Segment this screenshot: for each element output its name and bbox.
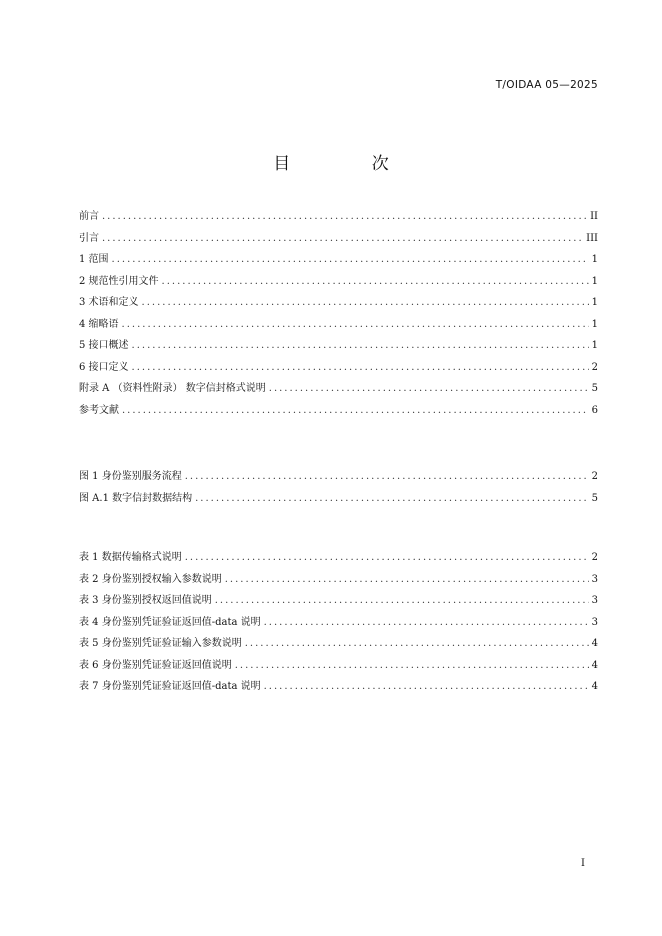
toc-entry-label: 前言 [79,211,99,222]
toc-entry[interactable] [79,229,598,251]
document-code: T/OIDAA 05—2025 [495,79,598,91]
toc-entry-label: 5 接口概述 [79,340,129,351]
toc-entry-page: 5 [591,383,598,394]
toc-entry-label: 表 4 身份鉴别凭证验证返回值-data 说明 [79,616,261,628]
toc-entry-page: 2 [591,471,598,482]
toc-entry-label: 3 术语和定义 [79,297,139,308]
toc-entry[interactable] [79,207,598,229]
toc-entry-label: 表 3 身份鉴别授权返回值说明 [79,595,212,606]
toc-entry-page: 3 [591,616,598,628]
figure-list [79,467,598,510]
dot-leader [132,362,589,373]
toc-entry-label: 图 A.1 数字信封数据结构 [79,492,193,504]
toc-entry[interactable] [79,315,598,337]
dot-leader [122,405,589,416]
toc-entry[interactable] [79,379,598,401]
toc-entry-page: 4 [591,659,598,671]
dot-leader [185,471,589,482]
dot-leader [162,276,589,287]
toc-entry-label: 6 接口定义 [79,361,129,373]
table-entry[interactable] [79,591,598,613]
table-entry[interactable] [79,634,598,656]
toc-entry-page: 2 [591,552,598,563]
toc-entry-page: III [586,232,598,244]
table-list [79,548,598,699]
dot-leader [195,493,589,504]
toc-entry[interactable] [79,272,598,294]
toc-entry-page: 3 [591,595,598,606]
toc-entry-label: 附录 A （资料性附录） 数字信封格式说明 [79,383,266,394]
toc-entry[interactable] [79,401,598,423]
table-entry[interactable] [79,613,598,635]
toc-entry-label: 表 2 身份鉴别授权输入参数说明 [79,573,222,585]
table-entry[interactable] [79,656,598,678]
dot-leader [264,681,589,692]
dot-leader [132,340,589,351]
toc-entry-page: 5 [591,492,598,504]
toc-entry-page: 3 [591,573,598,585]
table-entry[interactable] [79,570,598,592]
toc-entry-label: 表 5 身份鉴别凭证验证输入参数说明 [79,638,242,649]
toc-entry[interactable] [79,293,598,315]
dot-leader [235,660,589,671]
toc-entry-page: 4 [591,681,598,692]
toc-entry[interactable] [79,250,598,272]
dot-leader [122,319,589,330]
toc-entry-page: 1 [591,254,598,265]
toc-entry-page: II [590,211,598,222]
toc-entry-label: 2 规范性引用文件 [79,275,159,287]
toc-entry-label: 引言 [79,232,99,244]
toc-entry-page: 4 [591,638,598,649]
toc-entry-label: 4 缩略语 [79,318,119,330]
toc-entry[interactable] [79,358,598,380]
toc-entry-page: 6 [591,404,598,416]
dot-leader [112,254,589,265]
dot-leader [102,233,583,244]
toc-entry-page: 1 [591,318,598,330]
toc-entry-page: 1 [591,297,598,308]
dot-leader [269,383,589,394]
toc-entry-label: 表 1 数据传输格式说明 [79,552,182,563]
toc-entry-page: 2 [591,361,598,373]
dot-leader [225,574,589,585]
figure-entry[interactable] [79,489,598,511]
page-title: 目 次 [273,154,427,174]
toc-list [79,207,598,422]
dot-leader [142,297,589,308]
toc-entry[interactable] [79,336,598,358]
dot-leader [185,552,589,563]
toc-entry-label: 图 1 身份鉴别服务流程 [79,471,182,482]
toc-entry-label: 参考文献 [79,404,119,416]
toc-entry-label: 1 范围 [79,254,109,265]
dot-leader [215,595,589,606]
dot-leader [245,638,589,649]
dot-leader [264,617,589,628]
toc-entry-label: 表 6 身份鉴别凭证验证返回值说明 [79,659,232,671]
page-number: I [581,858,585,869]
table-entry[interactable] [79,548,598,570]
toc-entry-page: 1 [591,340,598,351]
toc-entry-page: 1 [591,275,598,287]
table-entry[interactable] [79,677,598,699]
toc-entry-label: 表 7 身份鉴别凭证验证返回值-data 说明 [79,681,261,692]
figure-entry[interactable] [79,467,598,489]
dot-leader [102,211,587,222]
